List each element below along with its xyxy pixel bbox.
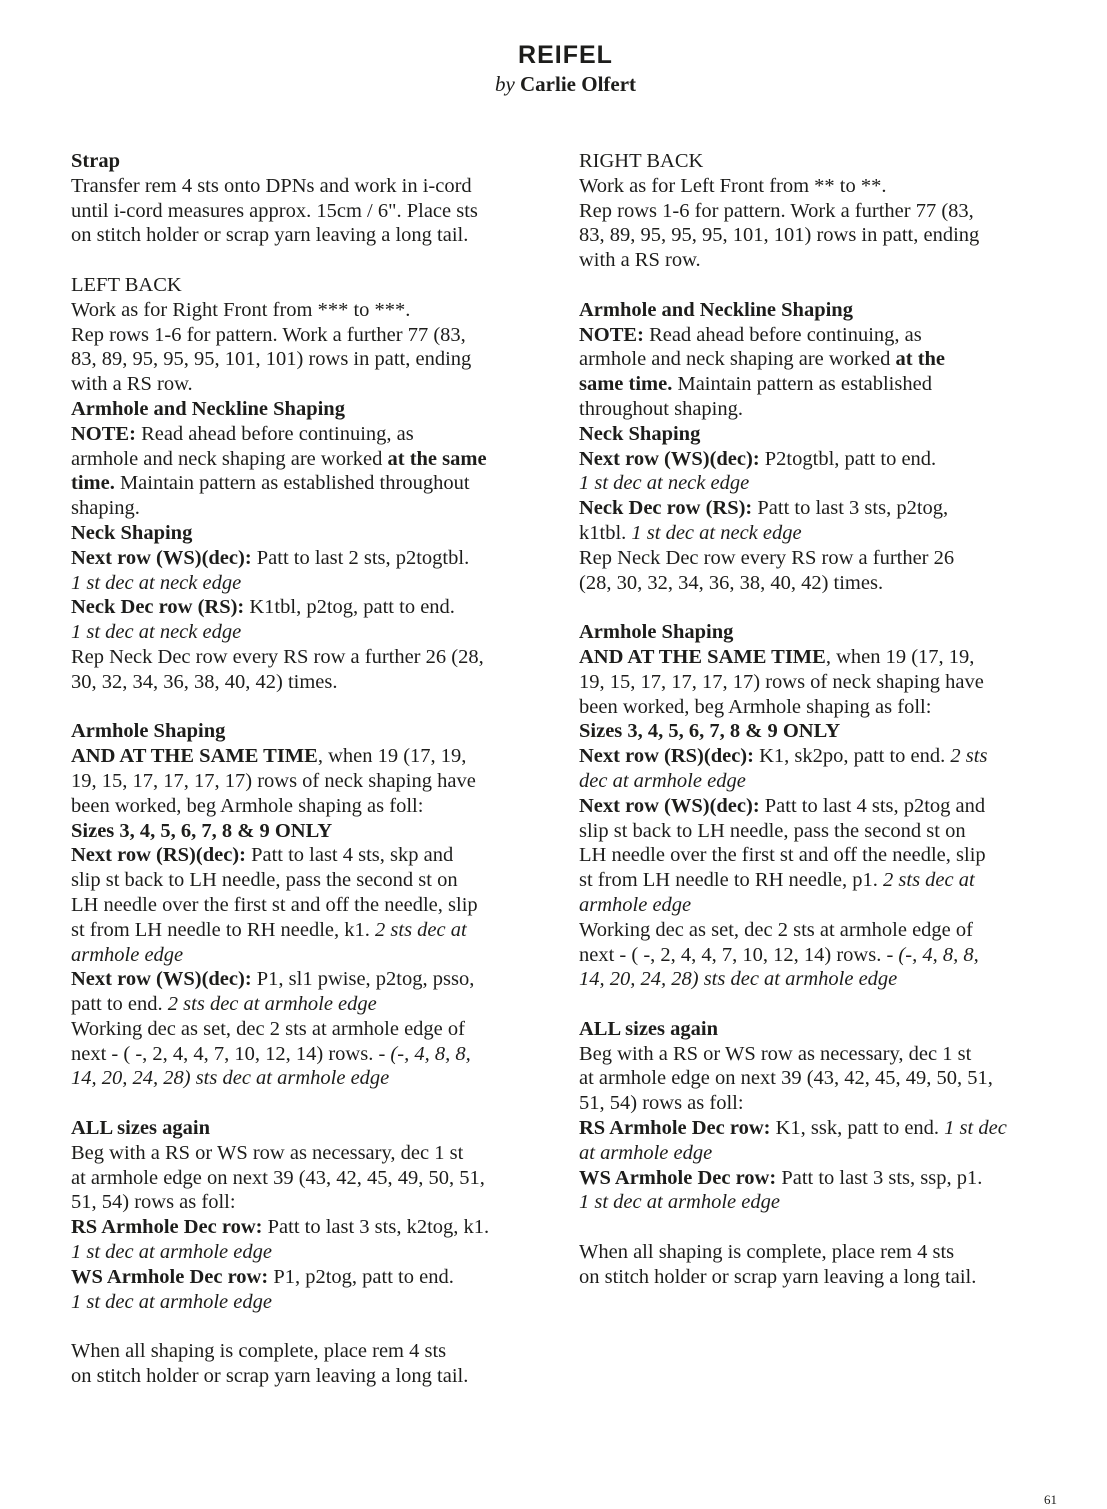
spacer bbox=[579, 273, 1049, 298]
paragraph-line bbox=[579, 521, 1049, 546]
instruction-row bbox=[579, 447, 1049, 472]
paragraph-line bbox=[579, 645, 1049, 670]
row-note: dec at armhole edge bbox=[579, 769, 746, 792]
instruction-row bbox=[579, 744, 1049, 769]
instruction-row bbox=[579, 1116, 1049, 1141]
instruction-row bbox=[71, 1215, 561, 1240]
instruction-row bbox=[579, 794, 1049, 819]
paragraph-line: 19, 15, 17, 17, 17, 17) rows of neck shaping have bbox=[579, 670, 984, 693]
note-label: NOTE: bbox=[579, 323, 644, 346]
subheading-all-sizes: ALL sizes again bbox=[579, 1017, 718, 1040]
row-note: 1 st dec at armhole edge bbox=[579, 1191, 780, 1214]
emphasis-text: time. bbox=[71, 472, 115, 495]
note-text: Maintain pattern as established throughout bbox=[114, 472, 470, 495]
row-label: Neck Dec row (RS): bbox=[71, 596, 245, 619]
paragraph-line: on stitch holder or scrap yarn leaving a long tail. bbox=[71, 1365, 469, 1388]
row-note: 2 sts bbox=[950, 745, 988, 768]
subheading-armhole-neckline: Armhole and Neckline Shaping bbox=[71, 397, 345, 420]
note-line bbox=[71, 447, 561, 472]
row-label: WS Armhole Dec row: bbox=[579, 1166, 777, 1189]
paragraph-line bbox=[71, 1042, 561, 1067]
row-label: Next row (WS)(dec): bbox=[71, 968, 252, 991]
row-label: Next row (WS)(dec): bbox=[579, 447, 760, 470]
paragraph-line: Rep rows 1-6 for pattern. Work a further 77 (83, bbox=[71, 323, 466, 346]
row-note: 14, 20, 24, 28) sts dec at armhole edge bbox=[71, 1067, 390, 1090]
byline bbox=[0, 71, 1107, 97]
paragraph-text: next - ( -, 2, 4, 4, 7, 10, 12, 14) rows. - bbox=[71, 1042, 391, 1065]
row-text: k1tbl. bbox=[579, 521, 632, 544]
right-column bbox=[579, 149, 1049, 1290]
section-heading-strap: Strap bbox=[71, 150, 120, 172]
paragraph-line bbox=[71, 918, 561, 943]
spacer bbox=[71, 1314, 561, 1339]
paragraph-line: LH needle over the first st and off the needle, slip bbox=[71, 893, 478, 916]
paragraph-line: Transfer rem 4 sts onto DPNs and work in i-cord bbox=[71, 174, 472, 197]
row-text: patt to end. bbox=[71, 993, 168, 1016]
paragraph-line: slip st back to LH needle, pass the second st on bbox=[71, 869, 458, 892]
note-line: throughout shaping. bbox=[579, 397, 743, 420]
row-note: 14, 20, 24, 28) sts dec at armhole edge bbox=[579, 968, 898, 991]
paragraph-line: 19, 15, 17, 17, 17, 17) rows of neck shaping have bbox=[71, 769, 476, 792]
sizes-label: Sizes 3, 4, 5, 6, 7, 8 & 9 ONLY bbox=[71, 819, 333, 842]
paragraph-line: Work as for Left Front from ** to **. bbox=[579, 174, 887, 197]
note-label: NOTE: bbox=[71, 422, 136, 445]
row-text: K1, sk2po, patt to end. bbox=[753, 745, 951, 768]
row-label: RS Armhole Dec row: bbox=[579, 1117, 771, 1140]
row-text: Patt to last 2 sts, p2togtbl. bbox=[251, 546, 470, 569]
author-name: Carlie Olfert bbox=[520, 72, 637, 96]
left-column bbox=[71, 149, 561, 1389]
paragraph-line: on stitch holder or scrap yarn leaving a long tail. bbox=[579, 1265, 977, 1288]
paragraph-line bbox=[579, 868, 1049, 893]
row-text: P1, p2tog, patt to end. bbox=[268, 1265, 454, 1288]
paragraph-line: When all shaping is complete, place rem 4 sts bbox=[579, 1241, 955, 1264]
paragraph-line: been worked, beg Armhole shaping as foll: bbox=[579, 695, 932, 718]
paragraph-line: slip st back to LH needle, pass the second st on bbox=[579, 819, 966, 842]
instruction-row bbox=[71, 967, 561, 992]
row-note: 1 st dec at armhole edge bbox=[71, 1241, 272, 1264]
paragraph-line: Rep Neck Dec row every RS row a further 26 (28, bbox=[71, 645, 484, 668]
note-line bbox=[579, 323, 1049, 348]
note-line bbox=[579, 372, 1049, 397]
section-heading-right-back: RIGHT BACK bbox=[579, 150, 704, 172]
paragraph-line: 30, 32, 34, 36, 38, 40, 42) times. bbox=[71, 670, 338, 693]
row-text: Patt to last 3 sts, k2tog, k1. bbox=[262, 1216, 490, 1239]
row-label: Next row (RS)(dec): bbox=[71, 844, 246, 867]
row-note: armhole edge bbox=[579, 893, 692, 916]
row-note: 2 sts dec at bbox=[375, 918, 467, 941]
paragraph-text: , when 19 (17, 19, bbox=[825, 645, 975, 668]
paragraph-line: with a RS row. bbox=[71, 373, 193, 396]
spacer bbox=[71, 695, 561, 720]
emphasis-text: at the bbox=[895, 348, 946, 371]
row-note: 1 st dec at neck edge bbox=[579, 472, 750, 495]
row-note: (-, 4, 8, 8, bbox=[390, 1042, 471, 1065]
row-text: K1, ssk, patt to end. bbox=[770, 1117, 945, 1140]
note-line bbox=[71, 471, 561, 496]
subheading-neck-shaping: Neck Shaping bbox=[579, 422, 701, 445]
note-text: Read ahead before continuing, as bbox=[643, 323, 922, 346]
row-text: st from LH needle to RH needle, p1. bbox=[579, 869, 884, 892]
section-heading-left-back: LEFT BACK bbox=[71, 273, 182, 296]
subheading-armhole-shaping: Armhole Shaping bbox=[579, 621, 734, 644]
paragraph-line bbox=[71, 744, 561, 769]
row-text: Patt to last 3 sts, p2tog, bbox=[752, 497, 949, 520]
spacer bbox=[579, 595, 1049, 620]
row-note: 1 st dec bbox=[944, 1117, 1007, 1140]
row-note: 2 sts dec at bbox=[883, 869, 975, 892]
paragraph-text: , when 19 (17, 19, bbox=[317, 745, 467, 768]
subheading-all-sizes: ALL sizes again bbox=[71, 1117, 210, 1140]
paragraph-line: 83, 89, 95, 95, 95, 101, 101) rows in patt, ending bbox=[579, 224, 980, 247]
pattern-title: REIFEL bbox=[518, 41, 613, 69]
row-text: st from LH needle to RH needle, k1. bbox=[71, 918, 376, 941]
paragraph-line: with a RS row. bbox=[579, 249, 701, 272]
note-text: Maintain pattern as established bbox=[672, 373, 932, 396]
subheading-neck-shaping: Neck Shaping bbox=[71, 521, 193, 544]
row-note: armhole edge bbox=[71, 943, 184, 966]
row-note: 1 st dec at neck edge bbox=[71, 621, 242, 644]
instruction-row bbox=[579, 496, 1049, 521]
paragraph-line: at armhole edge on next 39 (43, 42, 45, 49, 50, 51, bbox=[579, 1067, 993, 1090]
emphasis-text: AND AT THE SAME TIME bbox=[579, 645, 826, 668]
note-line: shaping. bbox=[71, 497, 140, 520]
paragraph-line: been worked, beg Armhole shaping as foll: bbox=[71, 794, 424, 817]
subheading-armhole-shaping: Armhole Shaping bbox=[71, 720, 226, 743]
page-number: 61 bbox=[1044, 1492, 1057, 1507]
row-label: Next row (WS)(dec): bbox=[579, 794, 760, 817]
subheading-armhole-neckline: Armhole and Neckline Shaping bbox=[579, 298, 853, 321]
emphasis-text: AND AT THE SAME TIME bbox=[71, 745, 318, 768]
row-note: at armhole edge bbox=[579, 1141, 713, 1164]
row-label: RS Armhole Dec row: bbox=[71, 1216, 263, 1239]
note-text: armhole and neck shaping are worked bbox=[579, 348, 896, 371]
note-text: Read ahead before continuing, as bbox=[135, 422, 414, 445]
byline-by: by bbox=[494, 72, 515, 96]
paragraph-line: on stitch holder or scrap yarn leaving a long tail. bbox=[71, 224, 469, 247]
row-label: WS Armhole Dec row: bbox=[71, 1265, 269, 1288]
row-text: Patt to last 4 sts, p2tog and bbox=[759, 794, 986, 817]
emphasis-text: at the same bbox=[387, 447, 487, 470]
spacer bbox=[71, 248, 561, 273]
paragraph-text: next - ( -, 2, 4, 4, 7, 10, 12, 14) rows. - bbox=[579, 943, 899, 966]
spacer bbox=[579, 1215, 1049, 1240]
note-text: armhole and neck shaping are worked bbox=[71, 447, 388, 470]
row-label: Neck Dec row (RS): bbox=[579, 497, 753, 520]
sizes-label: Sizes 3, 4, 5, 6, 7, 8 & 9 ONLY bbox=[579, 720, 841, 743]
row-text: Patt to last 4 sts, skp and bbox=[245, 844, 454, 867]
row-note: 1 st dec at neck edge bbox=[71, 571, 242, 594]
instruction-row bbox=[579, 1166, 1049, 1191]
instruction-row bbox=[71, 546, 561, 571]
paragraph-line: at armhole edge on next 39 (43, 42, 45, 49, 50, 51, bbox=[71, 1166, 485, 1189]
instruction-row bbox=[71, 595, 561, 620]
row-note: 1 st dec at neck edge bbox=[631, 521, 802, 544]
paragraph-line: Beg with a RS or WS row as necessary, dec 1 st bbox=[579, 1042, 972, 1065]
paragraph-line: Working dec as set, dec 2 sts at armhole edge of bbox=[71, 1017, 465, 1040]
row-text: P1, sl1 pwise, p2tog, psso, bbox=[251, 968, 475, 991]
row-note: 2 sts dec at armhole edge bbox=[167, 993, 377, 1016]
paragraph-line: LH needle over the first st and off the needle, slip bbox=[579, 844, 986, 867]
paragraph-line: 51, 54) rows as foll: bbox=[71, 1191, 236, 1214]
paragraph-line: until i-cord measures approx. 15cm / 6". Place sts bbox=[71, 199, 478, 222]
note-line bbox=[579, 347, 1049, 372]
paragraph-line bbox=[579, 943, 1049, 968]
row-label: Next row (RS)(dec): bbox=[579, 745, 754, 768]
instruction-row bbox=[71, 1265, 561, 1290]
paragraph-line: Work as for Right Front from *** to ***. bbox=[71, 298, 411, 321]
paragraph-line: Working dec as set, dec 2 sts at armhole edge of bbox=[579, 918, 973, 941]
emphasis-text: same time. bbox=[579, 373, 673, 396]
paragraph-line: 83, 89, 95, 95, 95, 101, 101) rows in patt, ending bbox=[71, 348, 472, 371]
row-text: K1tbl, p2tog, patt to end. bbox=[244, 596, 455, 619]
row-label: Next row (WS)(dec): bbox=[71, 546, 252, 569]
row-note: (-, 4, 8, 8, bbox=[898, 943, 979, 966]
paragraph-line: Beg with a RS or WS row as necessary, dec 1 st bbox=[71, 1141, 464, 1164]
row-note: 1 st dec at armhole edge bbox=[71, 1290, 272, 1313]
note-line bbox=[71, 422, 561, 447]
paragraph-line: 51, 54) rows as foll: bbox=[579, 1092, 744, 1115]
paragraph-line: (28, 30, 32, 34, 36, 38, 40, 42) times. bbox=[579, 571, 884, 594]
row-text: P2togtbl, patt to end. bbox=[759, 447, 937, 470]
paragraph-line bbox=[71, 992, 561, 1017]
spacer bbox=[71, 1091, 561, 1116]
paragraph-line: When all shaping is complete, place rem 4 sts bbox=[71, 1340, 447, 1363]
spacer bbox=[579, 992, 1049, 1017]
paragraph-line: Rep rows 1-6 for pattern. Work a further 77 (83, bbox=[579, 199, 974, 222]
paragraph-line: Rep Neck Dec row every RS row a further 26 bbox=[579, 546, 955, 569]
instruction-row bbox=[71, 843, 561, 868]
row-text: Patt to last 3 sts, ssp, p1. bbox=[776, 1166, 983, 1189]
